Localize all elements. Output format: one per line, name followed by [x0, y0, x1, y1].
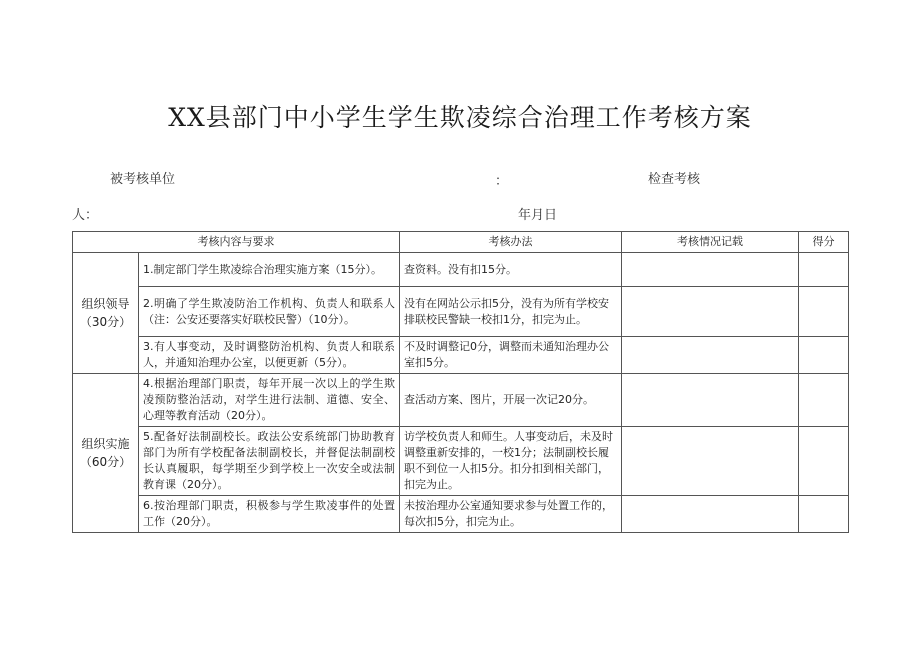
method-cell: 查活动方案、图片，开展一次记20分。 — [400, 374, 622, 427]
record-cell[interactable] — [622, 374, 799, 427]
requirement-cell: 5.配备好法制副校长。政法公安系统部门协助教育部门为所有学校配备法制副校长，并督促法制副校长认真履职，每学期至少到学校上一次安全或法制教育课（20分）。 — [139, 427, 400, 496]
header-assessment-record: 考核情况记载 — [622, 232, 799, 253]
checker-person-suffix: 人： — [72, 208, 99, 223]
method-cell: 没有在网站公示扣5分，没有为所有学校安排联校民警缺一校扣1分，扣完为止。 — [400, 287, 622, 337]
checker-label: 检查考核 — [648, 172, 701, 187]
score-cell[interactable] — [799, 496, 849, 533]
score-cell[interactable] — [799, 337, 849, 374]
record-cell[interactable] — [622, 253, 799, 287]
table-header-row — [73, 232, 849, 253]
category-implementation: 组织实施（60分） — [73, 374, 139, 533]
record-cell[interactable] — [622, 496, 799, 533]
table-row — [73, 496, 849, 533]
colon-mark: ： — [495, 174, 509, 189]
date-label: 年月日 — [518, 208, 558, 223]
header-score: 得分 — [799, 232, 849, 253]
score-cell[interactable] — [799, 287, 849, 337]
table-row — [73, 374, 849, 427]
method-cell: 未按治理办公室通知要求参与处置工作的，每次扣5分，扣完为止。 — [400, 496, 622, 533]
record-cell[interactable] — [622, 337, 799, 374]
requirement-cell: 2.明确了学生欺凌防治工作机构、负责人和联系人（注：公安还要落实好联校民警）（10分）。 — [139, 287, 400, 337]
table-row — [73, 287, 849, 337]
score-cell[interactable] — [799, 427, 849, 496]
header-content-requirements: 考核内容与要求 — [73, 232, 400, 253]
table-row — [73, 427, 849, 496]
assessed-unit-label: 被考核单位 — [110, 172, 176, 187]
record-cell[interactable] — [622, 427, 799, 496]
requirement-cell: 6.按治理部门职责，积极参与学生欺凌事件的处置工作（20分）。 — [139, 496, 400, 533]
header-assessment-method: 考核办法 — [400, 232, 622, 253]
category-leadership: 组织领导（30分） — [73, 253, 139, 374]
record-cell[interactable] — [622, 287, 799, 337]
method-cell: 不及时调整记0分，调整而未通知治理办公室扣5分。 — [400, 337, 622, 374]
assessment-table — [72, 231, 849, 533]
score-cell[interactable] — [799, 374, 849, 427]
requirement-cell: 4.根据治理部门职责，每年开展一次以上的学生欺凌预防整治活动，对学生进行法制、道德、安全、心理等教育活动（20分）。 — [139, 374, 400, 427]
method-cell: 查资料。没有扣15分。 — [400, 253, 622, 287]
table-row — [73, 253, 849, 287]
method-cell: 访学校负责人和师生。人事变动后，未及时调整重新安排的，一校1分；法制副校长履职不到位一人扣5分。扣分扣到相关部门，扣完为止。 — [400, 427, 622, 496]
table-row — [73, 337, 849, 374]
score-cell[interactable] — [799, 253, 849, 287]
document-title: XX县部门中小学生学生欺凌综合治理工作考核方案 — [168, 103, 752, 132]
requirement-cell: 3.有人事变动，及时调整防治机构、负责人和联系人，并通知治理办公室，以便更新（5分）。 — [139, 337, 400, 374]
requirement-cell: 1.制定部门学生欺凌综合治理实施方案（15分）。 — [139, 253, 400, 287]
